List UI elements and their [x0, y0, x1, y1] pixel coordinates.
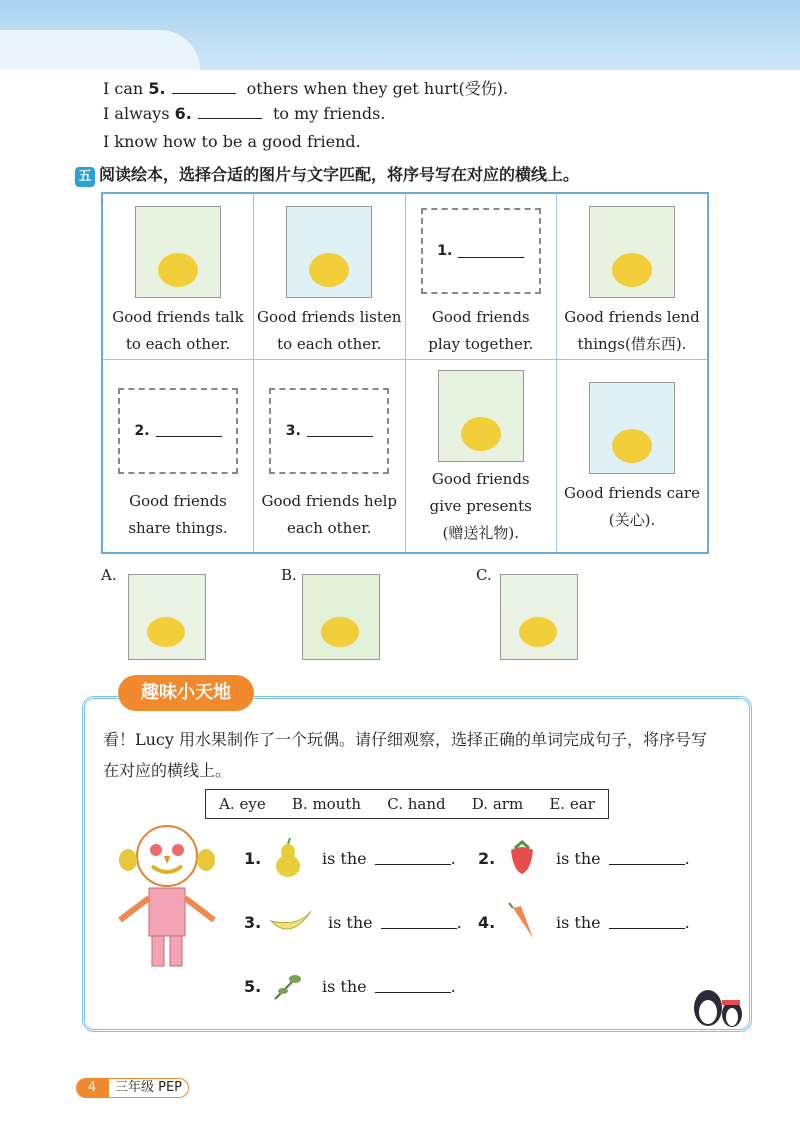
blank-number: 2. [134, 422, 150, 439]
option-a-label: A. [101, 566, 117, 584]
word-option: B. mouth [291, 795, 362, 813]
caption: each other. [286, 518, 372, 537]
word-option: C. hand [387, 795, 446, 813]
question-text: is the [328, 912, 373, 932]
question-number: 4. [478, 912, 496, 932]
answer-box-2[interactable] [118, 388, 238, 474]
option-a-picture [128, 574, 206, 660]
caption: (关心). [608, 510, 656, 529]
blank-number: 5. [148, 79, 166, 98]
listen-picture [286, 206, 372, 298]
grid-cell [254, 193, 406, 359]
snow-scene [0, 30, 200, 70]
caption: Good friends listen [257, 308, 402, 326]
question-text: is the [322, 848, 367, 868]
question-text: is the [322, 976, 367, 996]
option-b-label: B. [281, 566, 297, 584]
grid-cell [405, 359, 557, 553]
answer-blank[interactable] [375, 852, 451, 865]
sentence-6 [103, 104, 385, 123]
answer-blank-5[interactable] [172, 81, 236, 94]
answer-blank[interactable] [381, 916, 457, 929]
header-banner [0, 0, 800, 70]
sentence-7: I know how to be a good friend. [103, 132, 361, 151]
presents-picture [438, 370, 524, 462]
text: others when they get hurt(受伤). [246, 79, 509, 98]
question-text: is the [556, 848, 601, 868]
blank-number: 6. [174, 104, 192, 123]
caption: Good friends [431, 469, 530, 488]
answer-box-3[interactable] [269, 388, 389, 474]
fun-instruction: 看！Lucy 用水果制作了一个玩偶。请仔细观察，选择正确的单词完成句子，将序号写在对应的横线上。 [103, 730, 708, 780]
caption: things(借东西). [577, 335, 687, 353]
penguin-illustration [690, 978, 746, 1028]
word-option: E. ear [549, 795, 595, 813]
pear-icon [268, 838, 308, 878]
fruit-doll-illustration [112, 822, 222, 972]
question-3 [244, 902, 462, 942]
caption: to each other. [125, 335, 231, 353]
section-5-title [75, 162, 579, 187]
grid-cell [405, 193, 557, 359]
caption: Good friends [129, 491, 227, 510]
leaf-icon [268, 966, 308, 1006]
section-badge: 五 [75, 167, 95, 187]
word-option: A. eye [219, 795, 266, 813]
section-title-text: 阅读绘本，选择合适的图片与文字匹配，将序号写在对应的横线上。 [99, 165, 580, 184]
caption: Good friends lend [564, 308, 700, 326]
caption: Good friends care [564, 483, 700, 502]
text: to my friends. [272, 104, 386, 123]
word-bank [205, 789, 609, 819]
question-end: . [450, 848, 456, 868]
answer-box-1[interactable] [421, 208, 541, 294]
caption: give presents [429, 496, 532, 515]
banana-icon [268, 902, 314, 942]
strawberry-icon [502, 838, 542, 878]
grid-cell [102, 359, 254, 553]
question-1 [244, 838, 456, 878]
caption: Good friends talk [112, 308, 244, 326]
question-end: . [450, 976, 456, 996]
question-number: 2. [478, 848, 496, 868]
word-option: D. arm [471, 795, 524, 813]
question-end: . [684, 912, 690, 932]
lend-picture [589, 206, 675, 298]
option-c-label: C. [476, 566, 492, 584]
fun-corner-title: 趣味小天地 [118, 675, 254, 711]
text: I always [103, 104, 170, 123]
blank-number: 1. [437, 243, 453, 259]
question-number: 1. [244, 848, 262, 868]
question-2 [478, 838, 690, 878]
caption: Good friends [431, 308, 530, 326]
text: I can [103, 79, 144, 98]
page-footer [76, 1078, 189, 1098]
grid-cell [557, 359, 709, 553]
caption: to each other. [277, 335, 382, 353]
answer-blank-6[interactable] [198, 106, 262, 119]
answer-blank[interactable] [375, 980, 451, 993]
page-number: 4 [76, 1078, 108, 1098]
question-number: 5. [244, 976, 262, 996]
answer-blank[interactable] [609, 852, 685, 865]
question-number: 3. [244, 912, 262, 932]
option-b-picture [302, 574, 380, 660]
question-text: is the [556, 912, 601, 932]
care-picture [589, 382, 675, 474]
grid-cell [557, 193, 709, 359]
question-5 [244, 966, 456, 1006]
question-4 [478, 902, 690, 942]
carrot-icon [502, 902, 542, 942]
blank-number: 3. [285, 422, 301, 439]
answer-blank[interactable] [609, 916, 685, 929]
caption: Good friends help [261, 491, 397, 510]
question-end: . [684, 848, 690, 868]
caption: share things. [128, 518, 228, 537]
caption: (赠送礼物). [442, 523, 519, 542]
talk-picture [135, 206, 221, 298]
grade-label: 三年级 PEP [108, 1078, 189, 1098]
sentence-5 [103, 76, 508, 99]
grid-cell [102, 193, 254, 359]
question-end: . [456, 912, 462, 932]
caption: play together. [428, 335, 534, 353]
grid-cell [254, 359, 406, 553]
matching-grid [101, 192, 709, 554]
option-c-picture [500, 574, 578, 660]
